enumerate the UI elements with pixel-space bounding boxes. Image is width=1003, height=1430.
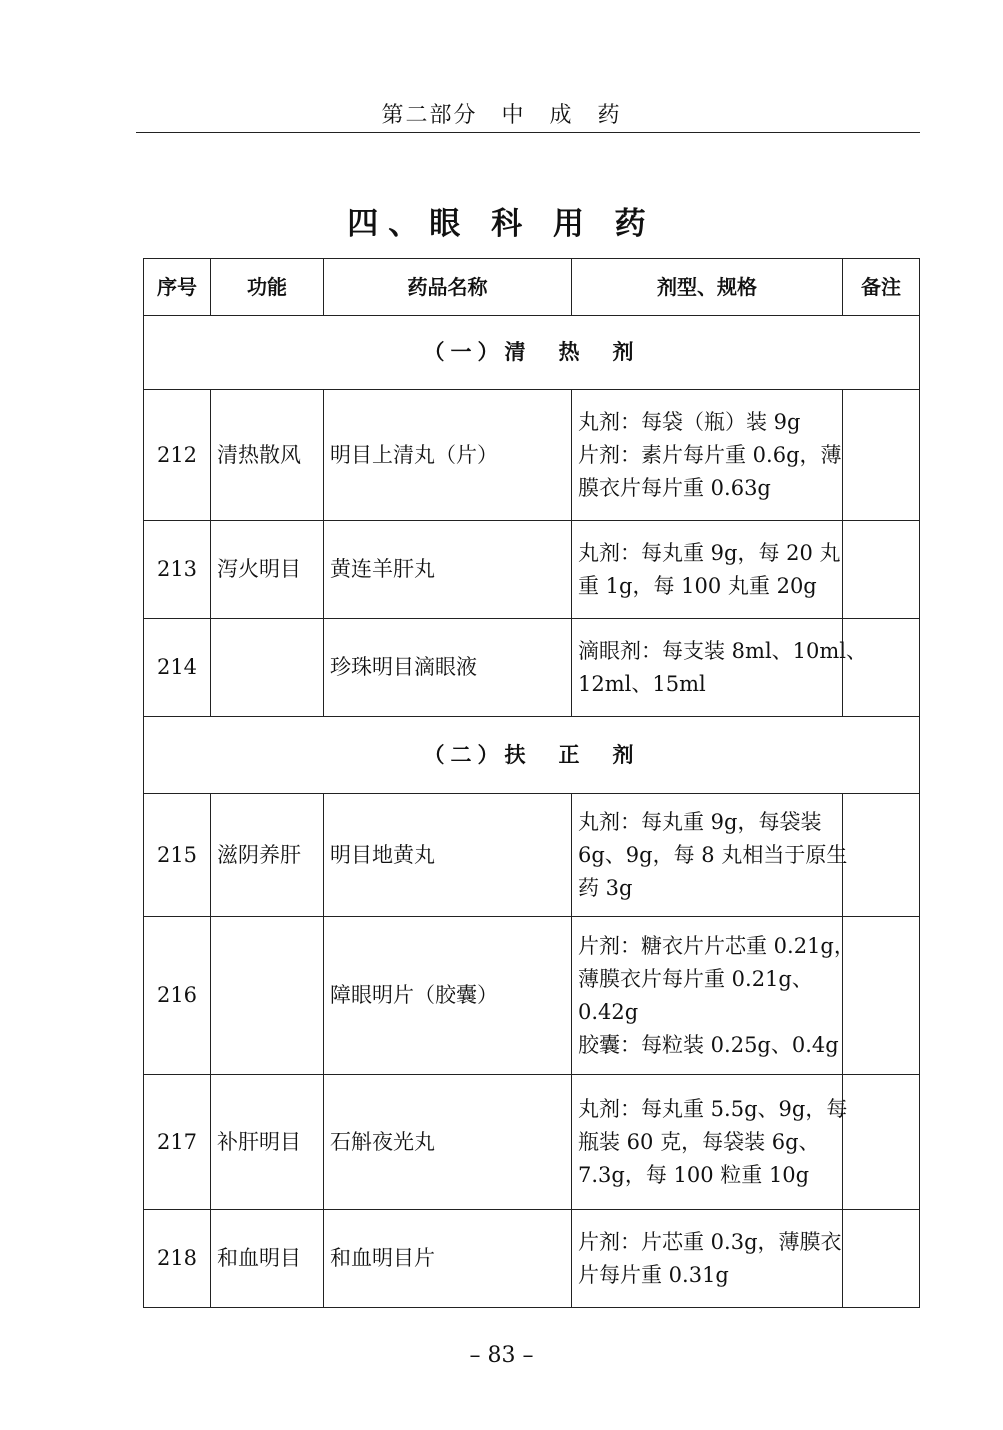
- row-spec: [572, 1075, 848, 1210]
- row-drug-name: 黄连羊肝丸: [324, 521, 572, 619]
- row-spec: [572, 619, 868, 717]
- row-drug-name: 和血明目片: [324, 1210, 572, 1308]
- spec-line: 片剂：糖衣片片芯重 0.21g，: [578, 933, 855, 958]
- column-header-id: 序号: [144, 259, 211, 316]
- row-note: [843, 794, 920, 917]
- header-rule: [136, 132, 920, 133]
- row-note: [843, 619, 920, 717]
- spec-line: 薄膜衣片每片重 0.21g、: [578, 966, 813, 991]
- spec-line: 瓶装 60 克，每袋装 6g、: [578, 1129, 820, 1154]
- row-function: [211, 619, 324, 717]
- row-id: 214: [144, 619, 211, 717]
- row-id: 216: [144, 917, 211, 1075]
- spec-line: 丸剂：每丸重 9g，每袋装: [578, 809, 822, 834]
- spec-line: 7.3g，每 100 粒重 10g: [578, 1162, 810, 1187]
- row-drug-name: 明目上清丸（片）: [324, 390, 572, 521]
- table-row: [144, 1075, 920, 1210]
- table-row: [144, 1210, 920, 1308]
- row-note: [843, 390, 920, 521]
- row-note: [843, 521, 920, 619]
- table-row: [144, 917, 920, 1075]
- row-spec: [572, 390, 843, 521]
- column-header-function: 功能: [211, 259, 324, 316]
- page-number: – 83 –: [469, 1343, 534, 1368]
- row-drug-name: 石斛夜光丸: [324, 1075, 572, 1210]
- row-spec: [572, 521, 843, 619]
- column-header-note: 备注: [843, 259, 920, 316]
- category-row: [144, 717, 920, 794]
- row-id: 213: [144, 521, 211, 619]
- spec-line: 片剂：素片每片重 0.6g，薄: [578, 442, 842, 467]
- row-drug-name: 明目地黄丸: [324, 794, 572, 917]
- spec-line: 胶囊：每粒装 0.25g、0.4g: [578, 1032, 839, 1057]
- running-header: 第二部分 中 成 药: [381, 103, 622, 128]
- table-row: [144, 619, 920, 717]
- spec-line: 丸剂：每丸重 9g，每 20 丸: [578, 540, 841, 565]
- row-note: [843, 1075, 920, 1210]
- category-heading: （一）清 热 剂: [144, 316, 920, 390]
- row-function: 清热散风: [211, 390, 324, 521]
- row-id: 215: [144, 794, 211, 917]
- spec-line: 0.42g: [578, 999, 639, 1024]
- row-id: 218: [144, 1210, 211, 1308]
- row-id: 217: [144, 1075, 211, 1210]
- spec-line: 12ml、15ml: [578, 671, 706, 696]
- spec-line: 6g、9g，每 8 丸相当于原生: [578, 842, 848, 867]
- row-function: 和血明目: [211, 1210, 324, 1308]
- row-function: 泻火明目: [211, 521, 324, 619]
- row-spec: [572, 1210, 843, 1308]
- row-id: 212: [144, 390, 211, 521]
- row-function: 滋阴养肝: [211, 794, 324, 917]
- table-row: [144, 521, 920, 619]
- row-drug-name: 障眼明片（胶囊）: [324, 917, 572, 1075]
- spec-line: 丸剂：每丸重 5.5g、9g，每: [578, 1096, 848, 1121]
- row-spec: [572, 917, 855, 1075]
- row-note: [843, 1210, 920, 1308]
- table-header-row: [144, 259, 920, 316]
- table-row: [144, 794, 920, 917]
- spec-line: 丸剂：每袋（瓶）装 9g: [578, 409, 801, 434]
- column-header-name: 药品名称: [324, 259, 572, 316]
- spec-line: 滴眼剂：每支装 8ml、10ml、: [578, 638, 868, 663]
- spec-line: 膜衣片每片重 0.63g: [578, 475, 771, 500]
- drug-table: [143, 258, 920, 1308]
- row-function: [211, 917, 324, 1075]
- table-row: [144, 390, 920, 521]
- section-title: 四、眼 科 用 药: [347, 206, 656, 242]
- row-spec: [572, 794, 848, 917]
- category-heading: （二）扶 正 剂: [144, 717, 920, 794]
- spec-line: 片每片重 0.31g: [578, 1262, 729, 1287]
- row-function: 补肝明目: [211, 1075, 324, 1210]
- category-row: [144, 316, 920, 390]
- row-drug-name: 珍珠明目滴眼液: [324, 619, 572, 717]
- column-header-spec: 剂型、规格: [572, 259, 843, 316]
- spec-line: 药 3g: [578, 875, 633, 900]
- spec-line: 重 1g，每 100 丸重 20g: [578, 573, 817, 598]
- spec-line: 片剂：片芯重 0.3g，薄膜衣: [578, 1229, 842, 1254]
